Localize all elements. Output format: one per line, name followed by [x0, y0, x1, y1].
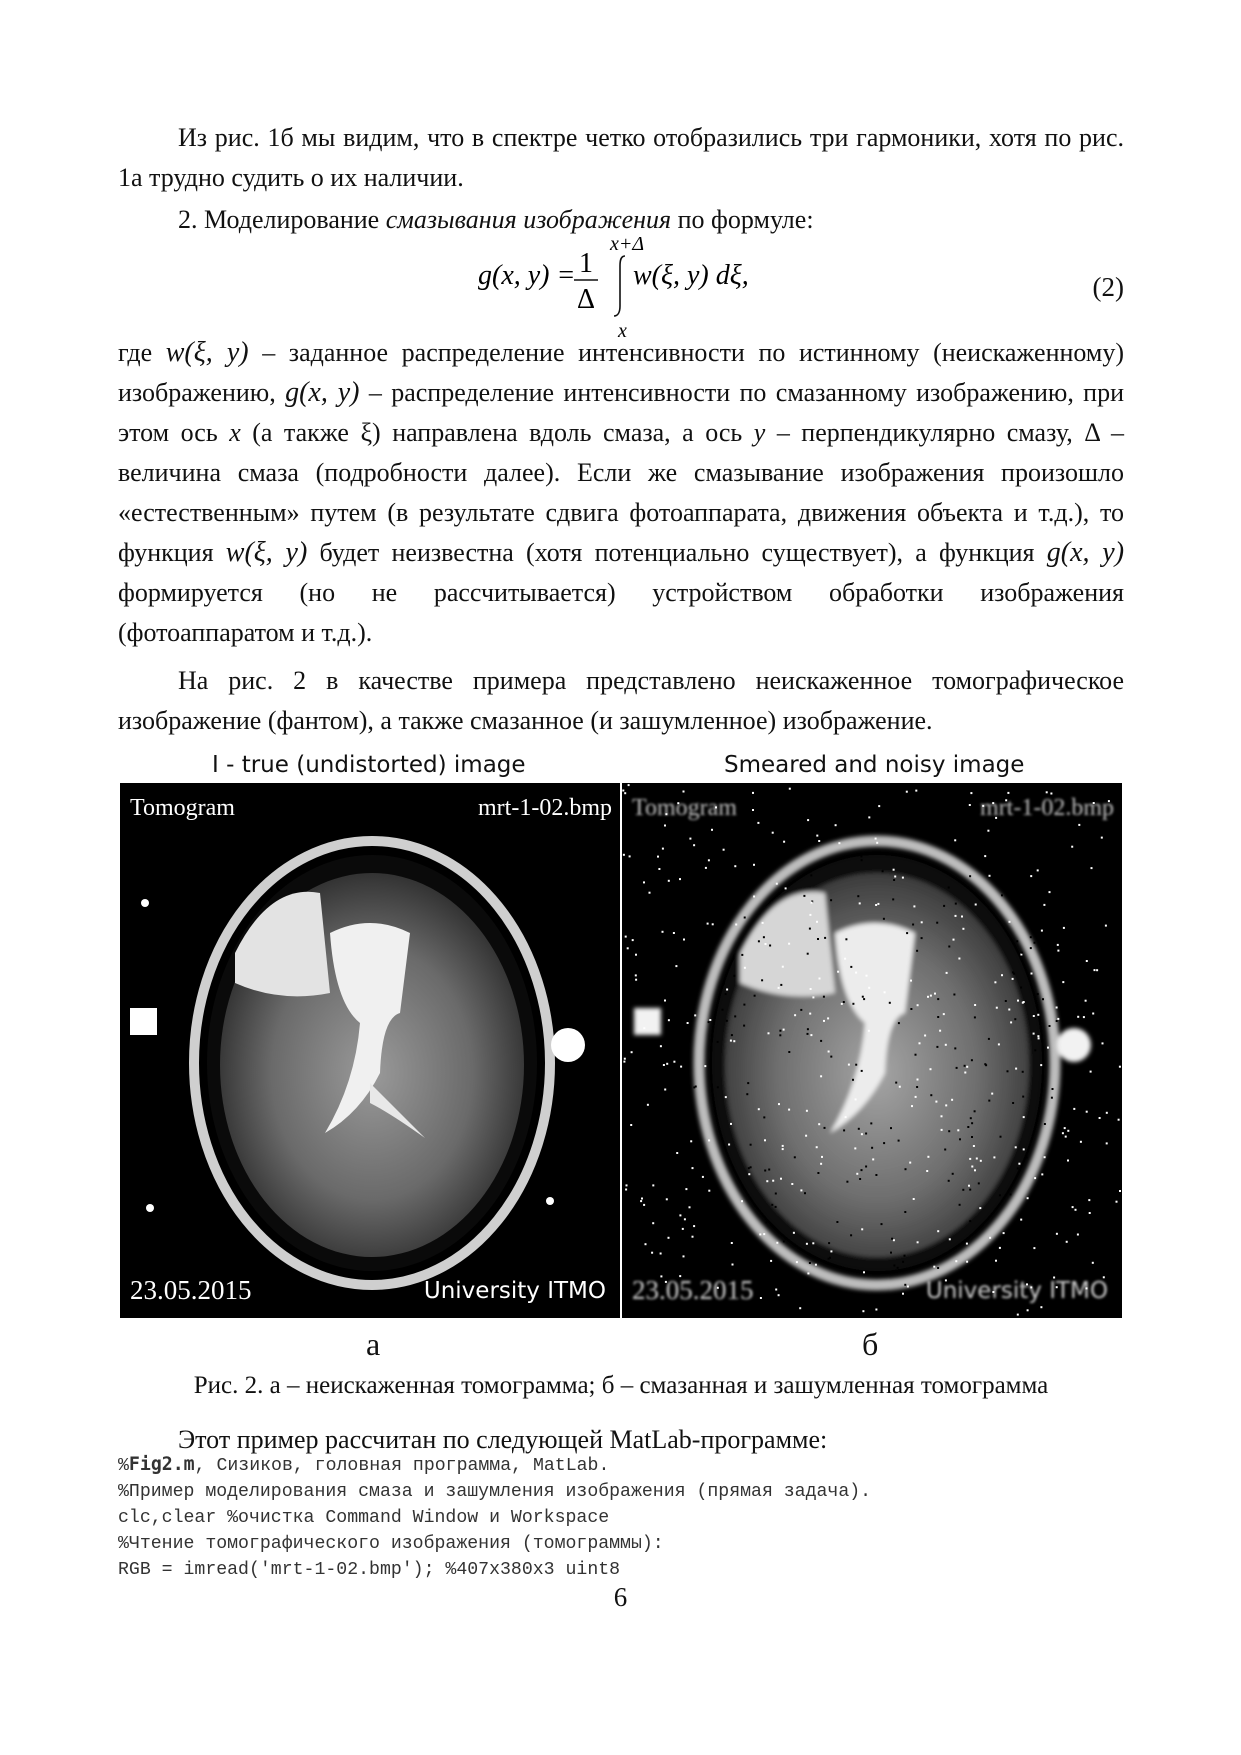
paragraph-4: На рис. 2 в качестве примера представлено неискаженное томографическое изображение (фантом), а также смазанное (и зашумленное) изображение.: [118, 666, 1124, 735]
paragraph-2-emphasis: смазывания изображения: [385, 205, 672, 234]
inline-var-x: x: [229, 418, 241, 447]
figure-caption: Рис. 2. а – неискаженная томограмма; б – смазанная и зашумленная томограмма: [193, 1372, 1049, 1399]
inline-math-w-2: w(ξ, y): [225, 537, 308, 568]
tomogram-panel-b: [622, 783, 1122, 1318]
paragraph-5: Этот пример рассчитан по следующей MatLab-программе:: [178, 1425, 828, 1454]
formula-denominator: Δ: [576, 284, 596, 315]
text-block-intro: [118, 118, 1124, 240]
overlay-filename-label-blurred: mrt-1-02.bmp: [980, 795, 1114, 821]
figure-right-title: Smeared and noisy image: [724, 752, 1025, 778]
dot-marker: [141, 899, 149, 907]
paragraph-2-pre: 2. Моделирование: [178, 205, 386, 234]
code-line-3: clc,clear %очистка Command Window и Workspace: [118, 1508, 610, 1528]
subfigure-label-b: б: [862, 1326, 879, 1362]
code-line-1-rest: , Сизиков, головная программа, MatLab.: [194, 1456, 610, 1476]
inline-var-y: y: [753, 418, 766, 447]
subfigure-label-a: а: [366, 1326, 381, 1362]
overlay-date-label-blurred: 23.05.2015: [632, 1275, 754, 1305]
p3-part-d: (а также ξ) направлена вдоль смаза, а ось: [252, 418, 743, 447]
code-filename: Fig2.m: [128, 1454, 195, 1475]
p3-part-f: будет неизвестна (хотя потенциально существует), а функция: [319, 538, 1035, 567]
p3-part-a: где: [118, 338, 153, 367]
paragraph-3: [118, 333, 1124, 653]
dot-marker: [546, 1197, 554, 1205]
overlay-date-label: 23.05.2015: [130, 1275, 252, 1305]
paragraph-2-post: по формуле:: [671, 205, 814, 234]
equation-number: (2): [1092, 272, 1124, 302]
figure-left-title: I - true (undistorted) image: [212, 752, 526, 778]
paragraph-1: Из рис. 1б мы видим, что в спектре четко отобразились три гармоники, хотя по рис. 1а трудно судить о их наличии.: [118, 123, 1124, 192]
formula-svg: [118, 232, 1124, 342]
text-block-definitions: [118, 333, 1124, 741]
formula-numerator: 1: [579, 248, 593, 279]
code-line-4: %Чтение томографического изображения (томограммы):: [118, 1534, 664, 1554]
code-line-5: RGB = imread('mrt-1-02.bmp'); %407x380x3 uint8: [118, 1560, 621, 1580]
p3-part-c: – распределение интенсивности по смазанному изображению, при этом ось: [118, 378, 1125, 447]
formula-lhs: g(x, y) =: [478, 260, 576, 291]
code-line-1: [118, 1452, 871, 1479]
tomogram-image-b: [622, 783, 1122, 1318]
integral-lower-limit: x: [618, 320, 627, 342]
p3-part-g: формируется (но не рассчитывается) устройством обработки изображения (фотоаппаратом и т.д.).: [118, 578, 1124, 647]
integral-upper-limit: x+Δ: [610, 233, 645, 255]
overlay-tomogram-label: Tomogram: [130, 795, 235, 821]
overlay-university-label: University ITMO: [423, 1278, 606, 1304]
tomogram-image-a: [120, 783, 620, 1318]
inline-math-g-2: g(x, y): [1046, 537, 1125, 568]
inline-math-w: w(ξ, y): [165, 337, 249, 368]
integral-sign: [614, 256, 625, 316]
square-marker: [130, 1008, 157, 1035]
formula-integrand: w(ξ, y) dξ,: [633, 260, 749, 291]
overlay-tomogram-label-blurred: Tomogram: [632, 795, 737, 821]
page-number: 6: [613, 1582, 628, 1612]
formula-2: [118, 232, 1124, 342]
dot-marker: [146, 1204, 154, 1212]
tomogram-panel-a: [120, 783, 620, 1318]
p3-part-b: – заданное распределение интенсивности по истинному (неискаженному) изображению,: [118, 338, 1125, 407]
circle-marker: [551, 1028, 585, 1062]
p3-part-e: – перпендикулярно смазу, Δ – величина смаза (подробности далее). Если же смазывание изображения произошло «естественным» путем (в результате сдвига фотоаппарата, движения объекта и т.д.), то функция: [118, 418, 1125, 567]
overlay-university-label-blurred: University ITMO: [925, 1278, 1108, 1304]
code-comment-mark: %: [118, 1456, 129, 1476]
overlay-filename-label: mrt-1-02.bmp: [478, 795, 612, 821]
code-listing: [118, 1452, 871, 1583]
inline-math-g: g(x, y): [285, 377, 360, 408]
code-line-2: %Пример моделирования смаза и зашумления изображения (прямая задача).: [118, 1482, 872, 1502]
